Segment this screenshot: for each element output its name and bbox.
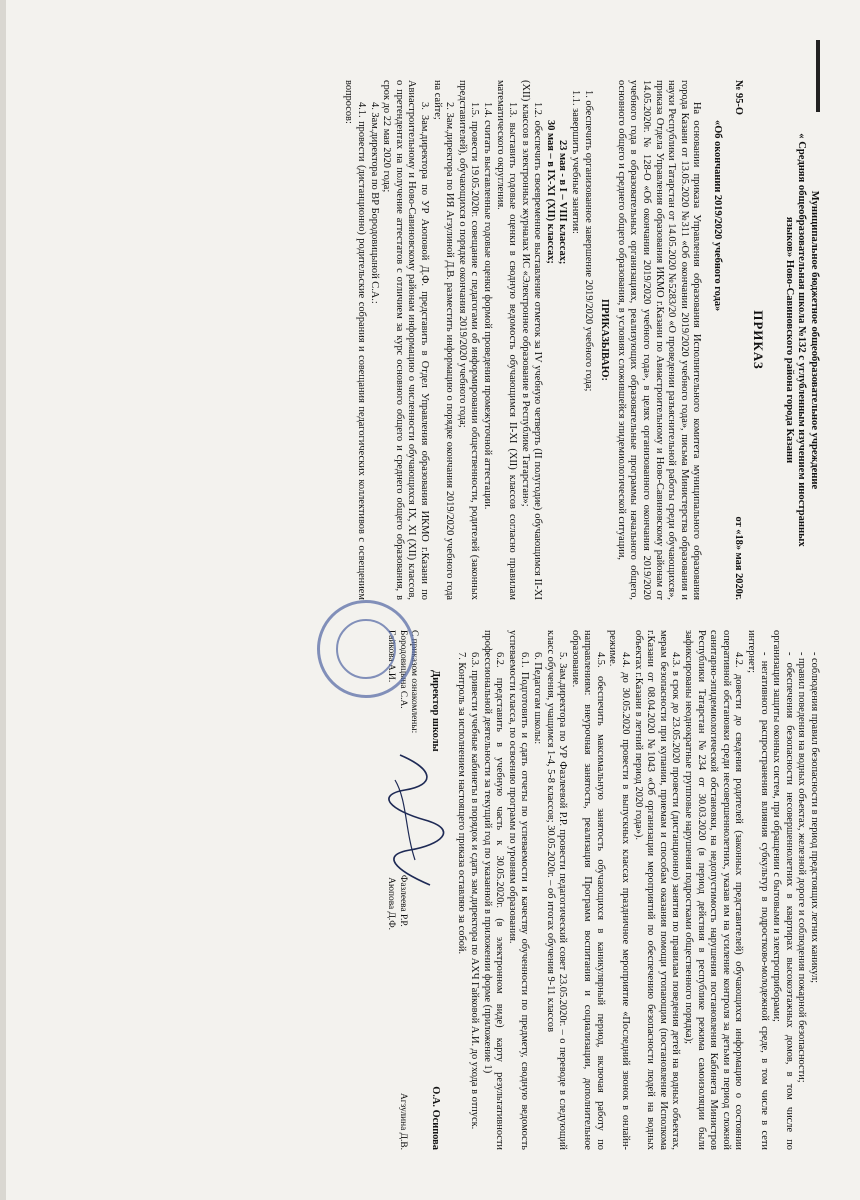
director-row — [428, 670, 441, 1150]
order-item: 2. Зам.директора по ИЯ Агзулиной Д.В. разместить информацию о порядке окончания 2019/2020 учебного года на сайте; — [431, 80, 456, 600]
order-item: 5. Зам.директора по УР Фазлеевой Р.Р. провести педагогический совет 23.05.2020г. – о переводе в следующий класс обучения, учащимся 1-4, 5-8 классов; 30.05.2020г. – об итогах обучения 9-11 классов — [544, 630, 569, 1150]
order-item: 4.5. обеспечить максимальную занятость обучающихся в каникулярный период, включая работу по направлениям: внеурочная занятость, реализация Программ воспитания и социализации, дополнительное образование. — [569, 630, 606, 1150]
order-number: № 95-О — [732, 80, 744, 115]
director-name: О.А. Осипова — [429, 1086, 441, 1150]
order-subject: «Об окончании 2019/2020 учебного года» — [712, 120, 724, 312]
order-item: 1. обеспечить организованное завершение 2019/2020 учебного года; — [582, 90, 594, 392]
order-item: - негативного распространения влияния субкультур в подростково-молодежной среде, в том числе в сети интернет; — [746, 630, 770, 1150]
order-item: 6.2. представить в учебную часть к 30.05.2020г. (в электронном виде) карту результативности профессиональной деятельности за текущий год по указанной в приложении форме (приложение 1) — [481, 630, 506, 1150]
order-item: 3. Зам.директора по УР Аюповой Д.Ф. представить в Отдел Управления образования ИКМО г.Казани по Авиастроительному и Ново-Савиновскому районам информацию о численности обучающихся IX, XI (XII) классов, о претендентах на получение аттестатов с отличием за курс основного общего и среднего общего образования, в срок до 22 мая 2020 года; — [381, 80, 430, 600]
order-item: 4. Зам.директора по ВР Бородовицыной С.А.: — [368, 102, 380, 304]
order-item: 6. Педагогам школы: — [531, 652, 543, 745]
order-item: 4.3. в срок до 23.05.2020 провести (дистанционно) занятия по правилам поведения детей на водных объектах, мерам безопасности при купании, приемам и способам оказания помощи утопающим (постановление Исполкома г.Казани от 08.04.2020 №1043 «Об организации мероприятий по обеспечению безопасности людей на водных объектах г.Казани в летний период 2020 года»). — [632, 630, 682, 1150]
order-item: 4.4. до 30.05.2020 провести в выпускных классах праздничное мероприятие «Последний звонок в онлайн-режиме. — [607, 630, 632, 1150]
acknowledgment-block — [385, 630, 419, 1150]
order-item: 1.5. провести 19.05.2020г. совещание с педагогами об информировании общественности, родителей (законных представителей), обучающихся о порядке окончания 2019/2020 учебного года; — [456, 80, 481, 600]
order-item: 7. Контроль за исполнением настоящего приказа оставляю за собой. — [456, 652, 468, 955]
order-intro-paragraph: На основании приказа Управления образования Исполнительного комитета муниципального образования города Казани от 13.05.2020 №311 «Об окончании 2019/2020 учебного года», письма Министерства образования и науки Республики Татарстан от 14.05.2020 №5283/20 «О проведении разъяснительной работы среди обучающихся», приказа Отдела Управления образования ИКМО г.Казани по Авиастроительному и Ново-Савиновскому районам от 14.05.2020г. № 128-О «Об окончании 2019/2020 учебного года», в целях организованного окончания 2019/2020 учебного года в образовательных организациях, реализующих образовательные программы начального общего, основного общего и среднего общего образования, в условиях сложившейся эпидемиологической ситуации, — [615, 80, 703, 600]
document-left-column — [342, 80, 820, 600]
signature-block — [305, 630, 455, 1150]
ack-name: Гайкова А.И. — [386, 630, 397, 683]
order-item: 23 мая - в I – VIII классах; — [557, 140, 569, 265]
order-item: 4.2. довести до сведения родителей (законных представителей) обучающихся информацию о состоянии оперативной обстановки среди несовершеннолетних, указав им на усиление контроля за детьми в период сложной санитарно-эпидемиологической обстановки, на недопустимость нарушения постановления Кабинета Министров Республики Татарстан №234 от 30.03.2020 (в период действия в республике режима самоизоляции были зафиксированы неоднократные групповые нарушения подростками общественного порядка); — [683, 630, 745, 1150]
school-seal-inner-ring — [336, 619, 396, 679]
order-item: 4.1. провести (дистанционно) родительские собрания и совещания педагогических коллективов с освещением вопросов: — [343, 80, 367, 600]
order-item: 1.1. завершить учебные занятия: — [570, 90, 582, 234]
order-item: 1.3. выставить годовые оценки в сводную ведомость обучающимся II-XI (XII) классов согласно правилам математического округления. — [494, 80, 519, 600]
order-item: 1.4. считать выставленные годовые оценки формой проведения промежуточной аттестации. — [481, 102, 493, 510]
ack-name: Агзулина Д.В. — [397, 1093, 408, 1150]
ack-name: Бородовицына С.А. — [397, 630, 408, 709]
school-header-line2: « Средняя общеобразовательная школа №132 с углубленным изучением иностранных — [796, 133, 808, 547]
document-right-column — [305, 630, 820, 1150]
acknowledgment-label: С приказом ознакомлены: — [408, 630, 419, 734]
order-item: - правил поведения на водных объектах, железной дороге и соблюдения пожарной безопасности; — [796, 652, 808, 1083]
order-item: 30 мая – в IX-XI (XII) классах; — [544, 120, 556, 264]
order-item: 1.2. обеспечить своевременное выставление отметок за IV учебную четверть (II полугодие) обучающимся II-XI (XII) классов в электронных журналах ИС «Электронное образование в Республике Татарстан»; — [519, 80, 544, 600]
order-item: - обеспечения безопасности несовершеннолетних в квартирах высокоэтажных домов, в том числе по организации защиты оконных систем, при обращении с бытовыми и электроприборами; — [771, 630, 795, 1150]
school-header-line3: языков» Ново-Савиновского района города Казани — [783, 216, 795, 464]
director-label: Директор школы — [429, 670, 441, 752]
acknowledgment-row — [396, 630, 407, 1150]
order-item: 6.1. Подготовить и сдать отчеты по успеваемости и качеству обученности по предмету, сводную ведомость успеваемости класса, по освоению программ по уровням образования. — [506, 630, 531, 1150]
order-date: от «18» мая 2020г. — [732, 516, 744, 600]
order-command-word: ПРИКАЗЫВАЮ: — [599, 299, 611, 381]
document-title: ПРИКАЗ — [751, 310, 767, 370]
order-number-row — [731, 80, 744, 600]
school-header-line1: Муниципальное бюджетное общеобразовательное учреждение — [809, 190, 820, 490]
director-signature — [385, 750, 445, 890]
ack-name: Аюпова Д.Ф. — [386, 877, 397, 930]
order-item: 6.3. привести учебные кабинеты в порядок и сдать зам.директора по АХЧ Гайковой А.И. до ухода в отпуск. — [468, 652, 480, 1130]
order-item: - соблюдения правил безопасности в период предстоящих летних каникул; — [809, 652, 820, 984]
ack-name: Фазлеева Р.Р. — [397, 874, 408, 927]
school-seal-stamp — [317, 600, 415, 698]
